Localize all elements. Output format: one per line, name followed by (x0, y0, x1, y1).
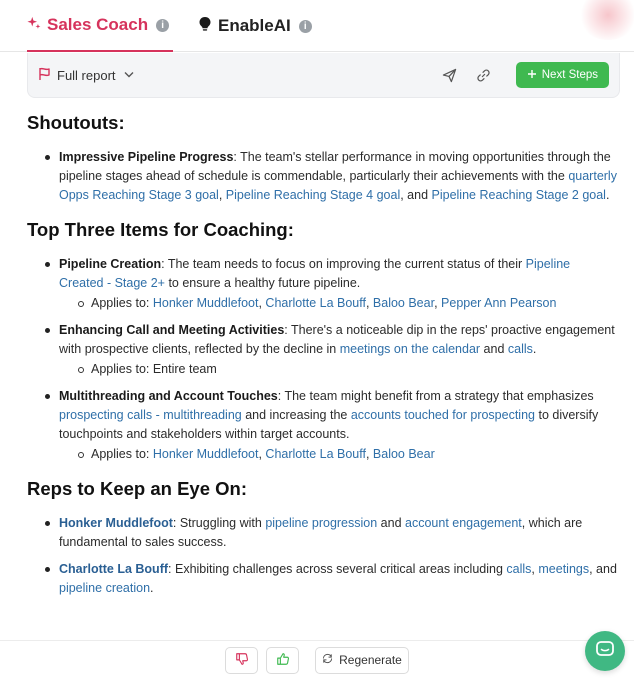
item-text: : Struggling with (172, 516, 266, 530)
thumbs-up-icon (276, 652, 290, 669)
thumbs-up-button[interactable] (266, 647, 299, 674)
reps-heading: Reps to Keep an Eye On: (27, 478, 247, 499)
report-icon (38, 67, 51, 84)
coaching-heading: Top Three Items for Coaching: (27, 219, 294, 240)
thumbs-down-button[interactable] (225, 647, 258, 674)
item-text: , (218, 188, 226, 202)
tab-label: Sales Coach (47, 15, 149, 34)
list-item (43, 148, 617, 205)
reps-list (27, 514, 617, 598)
applies-to-list (59, 445, 617, 464)
metric-link[interactable]: account engagement (405, 516, 522, 530)
metric-link[interactable]: pipeline creation (59, 581, 151, 595)
rep-link[interactable]: Honker Muddlefoot (152, 296, 259, 310)
item-text: . (150, 581, 154, 595)
metric-link[interactable]: accounts touched for prospecting (350, 408, 535, 422)
rep-link[interactable]: Honker Muddlefoot (152, 447, 259, 461)
refresh-icon (322, 653, 333, 667)
list-item (43, 321, 617, 379)
item-text: . (532, 342, 537, 356)
item-text: . (605, 188, 610, 202)
item-text: to ensure a healthy future pipeline. (164, 276, 361, 290)
shoutouts-list (27, 148, 617, 205)
item-text: : The team might benefit from a strategy that emphasizes (277, 389, 594, 403)
applies-label: Applies to: (91, 447, 153, 461)
tab-sales-coach[interactable] (27, 0, 173, 52)
item-text: and (377, 516, 406, 530)
rep-link[interactable]: Pepper Ann Pearson (441, 296, 557, 310)
metric-link[interactable]: Pipeline Reaching Stage 4 goal (225, 188, 401, 202)
shoutouts-section (27, 112, 617, 205)
tab-label: EnableAI (218, 16, 291, 35)
applies-label: Applies to: (91, 296, 153, 310)
lightbulb-icon (198, 16, 212, 37)
item-title: Multithreading and Account Touches (59, 389, 278, 403)
report-type-dropdown[interactable] (38, 67, 134, 84)
applies-to: Applies to: Entire team (77, 360, 617, 379)
metric-link[interactable]: meetings (538, 562, 590, 576)
report-toolbar (27, 53, 620, 98)
rep-link[interactable]: Honker Muddlefoot (59, 516, 173, 530)
report-type-label: Full report (57, 67, 116, 83)
info-icon[interactable]: i (156, 19, 169, 32)
tab-enableai[interactable] (198, 0, 312, 52)
rep-link[interactable]: Charlotte La Bouff (265, 296, 366, 310)
list-item (43, 387, 617, 464)
item-text: and (480, 342, 508, 356)
plus-icon (527, 69, 537, 82)
rep-link[interactable]: Baloo Bear (372, 296, 435, 310)
metric-link[interactable]: meetings on the calendar (339, 342, 481, 356)
list-item (43, 514, 617, 552)
list-item (43, 255, 617, 313)
info-icon[interactable]: i (299, 20, 312, 33)
regenerate-label: Regenerate (339, 653, 402, 667)
item-text: , and (400, 188, 432, 202)
item-text: : The team needs to focus on improving the current status of their (161, 257, 526, 271)
chevron-down-icon (124, 70, 134, 81)
item-text: and increasing the (241, 408, 351, 422)
item-text: , and (589, 562, 617, 576)
tab-bar (0, 0, 634, 52)
coaching-section (27, 219, 617, 464)
feedback-bar (0, 640, 634, 679)
shoutouts-heading: Shoutouts: (27, 112, 125, 133)
item-title: Pipeline Creation (59, 257, 162, 271)
chat-icon (595, 639, 615, 664)
regenerate-button[interactable] (315, 647, 409, 674)
item-text: : Exhibiting challenges across several critical areas including (168, 562, 507, 576)
applies-to: Applies to: Honker Muddlefoot, Charlotte La Bouff, Baloo Bear (77, 445, 617, 464)
metric-link[interactable]: calls (506, 562, 532, 576)
item-text: , (531, 562, 539, 576)
item-text: to diversify touchpoints and stakeholders within target accounts. (59, 408, 599, 441)
metric-link[interactable]: quarterly Opps Reaching Stage 3 goal (59, 169, 617, 202)
rep-link[interactable]: Charlotte La Bouff (265, 447, 366, 461)
metric-link[interactable]: prospecting calls - multithreading (59, 408, 242, 422)
item-title: Enhancing Call and Meeting Activities (59, 323, 285, 337)
metric-link[interactable]: pipeline progression (265, 516, 378, 530)
item-text: : There's a noticeable dip in the reps' proactive engagement with prospective clients, reflected by the decline in (59, 323, 615, 356)
metric-link[interactable]: calls (507, 342, 533, 356)
thumbs-down-icon (235, 652, 249, 669)
coaching-list (27, 255, 617, 464)
item-text: : The team's stellar performance in moving opportunities through the pipeline stages ahead of schedule is commendable, particularly their achievements with the (59, 150, 611, 183)
next-steps-button[interactable] (516, 62, 609, 88)
rep-link[interactable]: Charlotte La Bouff (59, 562, 169, 576)
rep-link[interactable]: Baloo Bear (372, 447, 435, 461)
item-text: , which are fundamental to sales success. (59, 516, 583, 549)
applies-to-list (59, 360, 617, 379)
sparkle-icon (27, 15, 41, 35)
metric-link[interactable]: Pipeline Reaching Stage 2 goal (431, 188, 606, 202)
applies-to-list (59, 294, 617, 313)
send-icon[interactable] (440, 65, 460, 85)
toolbar-actions (440, 62, 609, 88)
chat-support-button[interactable] (585, 631, 625, 671)
applies-to: Applies to: Honker Muddlefoot, Charlotte La Bouff, Baloo Bear, Pepper Ann Pearson (77, 294, 617, 313)
report-content[interactable] (27, 112, 617, 640)
item-title: Impressive Pipeline Progress (59, 150, 234, 164)
link-icon[interactable] (474, 65, 494, 85)
reps-section (27, 478, 617, 598)
next-steps-label: Next Steps (541, 69, 598, 81)
list-item (43, 560, 617, 598)
metric-link[interactable]: Pipeline Created - Stage 2+ (59, 257, 571, 290)
